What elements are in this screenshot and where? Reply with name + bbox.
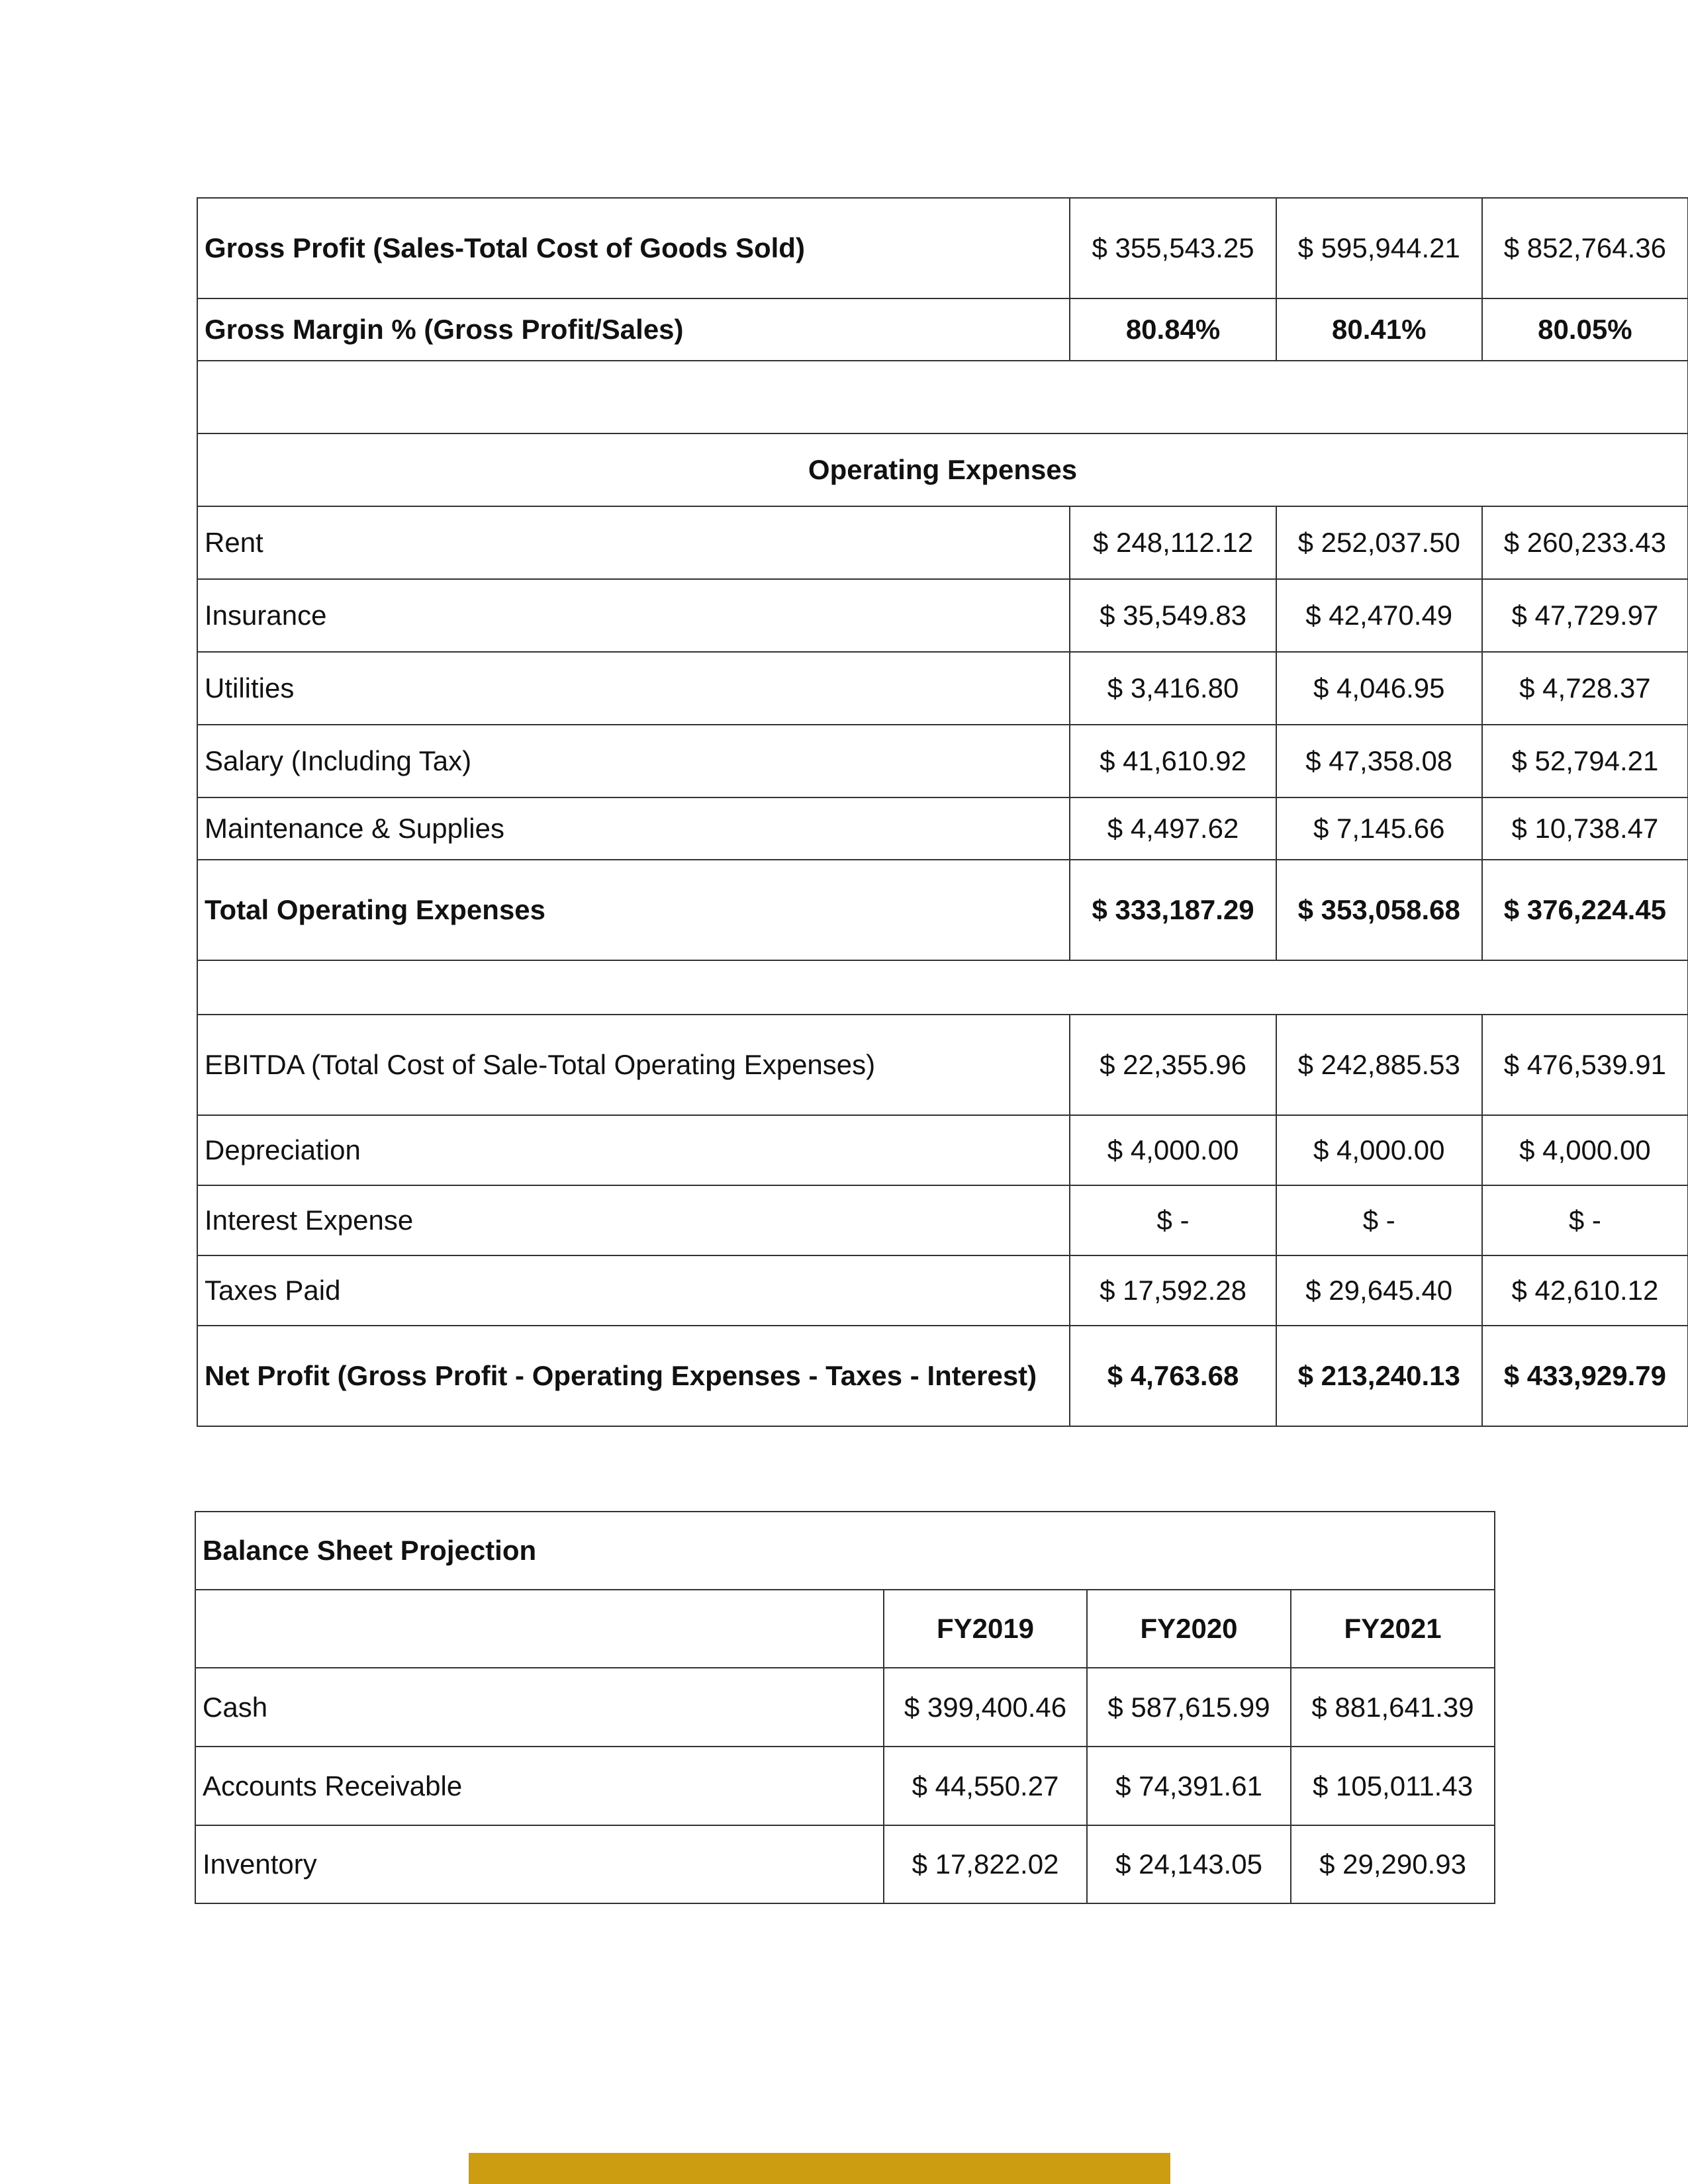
column-header-fy2019: FY2019 bbox=[884, 1590, 1087, 1668]
table-row bbox=[197, 725, 1688, 797]
table-row bbox=[197, 198, 1688, 298]
utilities-label: Utilities bbox=[197, 652, 1070, 725]
salary-fy2020: $ 47,358.08 bbox=[1276, 725, 1482, 797]
salary-fy2019: $ 41,610.92 bbox=[1070, 725, 1276, 797]
balance-sheet-table bbox=[195, 1511, 1495, 1904]
balance-sheet-title: Balance Sheet Projection bbox=[195, 1512, 1495, 1590]
net-profit-fy2019: $ 4,763.68 bbox=[1070, 1326, 1276, 1426]
insurance-fy2021: $ 47,729.97 bbox=[1482, 579, 1688, 652]
salary-label: Salary (Including Tax) bbox=[197, 725, 1070, 797]
depreciation-label: Depreciation bbox=[197, 1115, 1070, 1185]
table-row bbox=[197, 860, 1688, 960]
rent-fy2021: $ 260,233.43 bbox=[1482, 506, 1688, 579]
salary-fy2021: $ 52,794.21 bbox=[1482, 725, 1688, 797]
cash-fy2021: $ 881,641.39 bbox=[1291, 1668, 1495, 1747]
income-statement-table bbox=[197, 197, 1688, 1427]
gross-profit-fy2020: $ 595,944.21 bbox=[1276, 198, 1482, 298]
rent-label: Rent bbox=[197, 506, 1070, 579]
net-profit-label: Net Profit (Gross Profit - Operating Expenses - Taxes - Interest) bbox=[197, 1326, 1070, 1426]
taxes-fy2019: $ 17,592.28 bbox=[1070, 1255, 1276, 1326]
cash-fy2020: $ 587,615.99 bbox=[1087, 1668, 1291, 1747]
gross-profit-label: Gross Profit (Sales-Total Cost of Goods Sold) bbox=[197, 198, 1070, 298]
gross-profit-fy2019: $ 355,543.25 bbox=[1070, 198, 1276, 298]
cash-label: Cash bbox=[195, 1668, 884, 1747]
maintenance-fy2019: $ 4,497.62 bbox=[1070, 797, 1276, 860]
net-profit-fy2021: $ 433,929.79 bbox=[1482, 1326, 1688, 1426]
interest-fy2021: $ - bbox=[1482, 1185, 1688, 1255]
table-row bbox=[195, 1747, 1495, 1825]
table-row bbox=[197, 1115, 1688, 1185]
table-row bbox=[197, 1185, 1688, 1255]
accounts-receivable-fy2020: $ 74,391.61 bbox=[1087, 1747, 1291, 1825]
table-row bbox=[195, 1668, 1495, 1747]
utilities-fy2021: $ 4,728.37 bbox=[1482, 652, 1688, 725]
gross-margin-fy2019: 80.84% bbox=[1070, 298, 1276, 361]
ebitda-label: EBITDA (Total Cost of Sale-Total Operating Expenses) bbox=[197, 1015, 1070, 1115]
maintenance-fy2020: $ 7,145.66 bbox=[1276, 797, 1482, 860]
rent-fy2019: $ 248,112.12 bbox=[1070, 506, 1276, 579]
total-opex-fy2020: $ 353,058.68 bbox=[1276, 860, 1482, 960]
rent-fy2020: $ 252,037.50 bbox=[1276, 506, 1482, 579]
depreciation-fy2019: $ 4,000.00 bbox=[1070, 1115, 1276, 1185]
maintenance-fy2021: $ 10,738.47 bbox=[1482, 797, 1688, 860]
insurance-fy2019: $ 35,549.83 bbox=[1070, 579, 1276, 652]
inventory-fy2020: $ 24,143.05 bbox=[1087, 1825, 1291, 1903]
section-header-row bbox=[197, 433, 1688, 506]
table-row bbox=[197, 652, 1688, 725]
empty-cell bbox=[197, 361, 1688, 433]
interest-label: Interest Expense bbox=[197, 1185, 1070, 1255]
spacer-row bbox=[197, 361, 1688, 433]
table-header-row bbox=[195, 1590, 1495, 1668]
utilities-fy2019: $ 3,416.80 bbox=[1070, 652, 1276, 725]
column-header-fy2020: FY2020 bbox=[1087, 1590, 1291, 1668]
footer-accent-bar bbox=[469, 2153, 1170, 2184]
gross-profit-fy2021: $ 852,764.36 bbox=[1482, 198, 1688, 298]
gross-margin-label: Gross Margin % (Gross Profit/Sales) bbox=[197, 298, 1070, 361]
empty-cell bbox=[197, 960, 1688, 1015]
table-row bbox=[197, 579, 1688, 652]
maintenance-label: Maintenance & Supplies bbox=[197, 797, 1070, 860]
table-row bbox=[197, 1015, 1688, 1115]
insurance-fy2020: $ 42,470.49 bbox=[1276, 579, 1482, 652]
table-row bbox=[197, 298, 1688, 361]
insurance-label: Insurance bbox=[197, 579, 1070, 652]
table-row bbox=[197, 506, 1688, 579]
table-row bbox=[197, 797, 1688, 860]
depreciation-fy2020: $ 4,000.00 bbox=[1276, 1115, 1482, 1185]
utilities-fy2020: $ 4,046.95 bbox=[1276, 652, 1482, 725]
accounts-receivable-label: Accounts Receivable bbox=[195, 1747, 884, 1825]
table-row bbox=[197, 1326, 1688, 1426]
spacer-row bbox=[197, 960, 1688, 1015]
table-title-row bbox=[195, 1512, 1495, 1590]
column-header-fy2021: FY2021 bbox=[1291, 1590, 1495, 1668]
table-row bbox=[197, 1255, 1688, 1326]
taxes-label: Taxes Paid bbox=[197, 1255, 1070, 1326]
total-opex-fy2019: $ 333,187.29 bbox=[1070, 860, 1276, 960]
taxes-fy2020: $ 29,645.40 bbox=[1276, 1255, 1482, 1326]
total-opex-label: Total Operating Expenses bbox=[197, 860, 1070, 960]
table-row bbox=[195, 1825, 1495, 1903]
accounts-receivable-fy2021: $ 105,011.43 bbox=[1291, 1747, 1495, 1825]
depreciation-fy2021: $ 4,000.00 bbox=[1482, 1115, 1688, 1185]
inventory-fy2021: $ 29,290.93 bbox=[1291, 1825, 1495, 1903]
interest-fy2019: $ - bbox=[1070, 1185, 1276, 1255]
ebitda-fy2019: $ 22,355.96 bbox=[1070, 1015, 1276, 1115]
gross-margin-fy2020: 80.41% bbox=[1276, 298, 1482, 361]
operating-expenses-heading: Operating Expenses bbox=[197, 433, 1688, 506]
cash-fy2019: $ 399,400.46 bbox=[884, 1668, 1087, 1747]
interest-fy2020: $ - bbox=[1276, 1185, 1482, 1255]
total-opex-fy2021: $ 376,224.45 bbox=[1482, 860, 1688, 960]
ebitda-fy2020: $ 242,885.53 bbox=[1276, 1015, 1482, 1115]
inventory-fy2019: $ 17,822.02 bbox=[884, 1825, 1087, 1903]
net-profit-fy2020: $ 213,240.13 bbox=[1276, 1326, 1482, 1426]
gross-margin-fy2021: 80.05% bbox=[1482, 298, 1688, 361]
inventory-label: Inventory bbox=[195, 1825, 884, 1903]
taxes-fy2021: $ 42,610.12 bbox=[1482, 1255, 1688, 1326]
accounts-receivable-fy2019: $ 44,550.27 bbox=[884, 1747, 1087, 1825]
empty-cell bbox=[195, 1590, 884, 1668]
ebitda-fy2021: $ 476,539.91 bbox=[1482, 1015, 1688, 1115]
